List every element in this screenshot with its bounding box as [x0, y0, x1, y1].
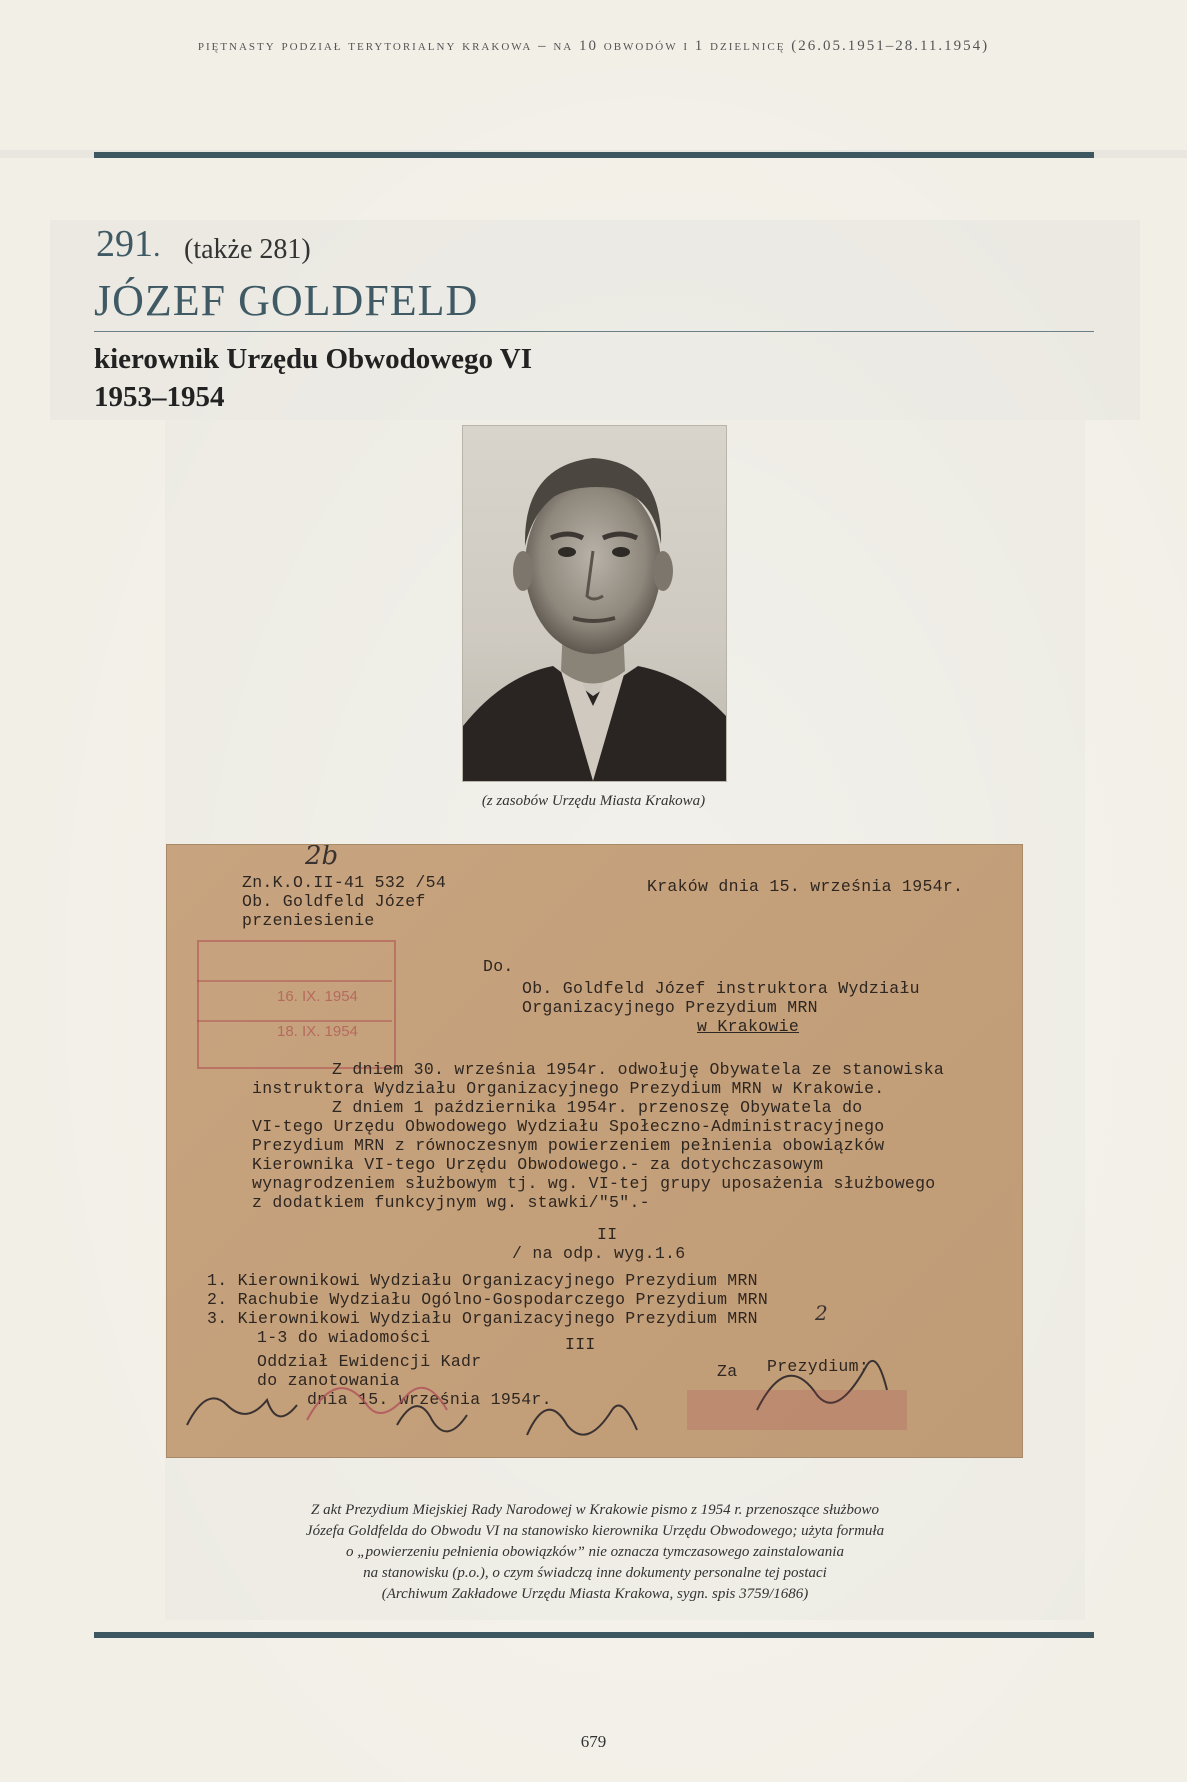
portrait-illustration	[463, 426, 726, 781]
entry-number	[96, 222, 161, 266]
page-number: 679	[580, 1732, 607, 1751]
letter-body-line: Prezydium MRN z równoczesnym powierzeniem pełnienia obowiązków	[252, 1136, 885, 1155]
portrait-photo	[463, 426, 726, 781]
handwritten-annotation: 2	[815, 1301, 828, 1325]
letter-section-number: III	[565, 1335, 596, 1354]
letter-subject: przeniesienie	[242, 911, 375, 930]
stamp-date: 18. IX. 1954	[277, 1023, 358, 1040]
running-head: piętnasty podział terytorialny krakowa – na 10 obwodów i 1 dzielnicę (26.05.1951–28.11.1954)	[197, 38, 990, 54]
archival-letter	[167, 845, 1022, 1457]
letter-section-note: / na odp. wyg.1.6	[512, 1244, 686, 1263]
letter-body-line: Z dniem 1 października 1954r. przenoszę Obywatela do	[332, 1098, 863, 1117]
letter-place-date: Kraków dnia 15. września 1954r.	[647, 877, 964, 896]
person-name: JÓZEF GOLDFELD	[94, 276, 479, 325]
letter-distribution-item: 3. Kierownikowi Wydziału Organizacyjnego Prezydium MRN	[207, 1309, 758, 1328]
entry-number-value: 291	[96, 223, 153, 265]
letter-reference: Zn.K.O.II-41 532 /54	[242, 873, 447, 892]
document-caption	[180, 1500, 1010, 1605]
document-caption-line: na stanowisku (p.o.), o czym świadczą inne dokumenty personalne tej postaci	[363, 1565, 827, 1581]
bottom-rule	[94, 1632, 1094, 1638]
letter-body-line: VI-tego Urzędu Obwodowego Wydziału Społeczno-Administracyjnego	[252, 1117, 885, 1136]
document-caption-line: (Archiwum Zakładowe Urzędu Miasta Krakowa, sygn. spis 3759/1686)	[381, 1586, 809, 1602]
top-rule	[94, 152, 1094, 158]
entry-also-ref: (także 281)	[184, 234, 311, 265]
letter-address-line: Organizacyjnego Prezydium MRN	[522, 998, 818, 1017]
title-rule	[94, 331, 1094, 332]
letter-za: Za	[717, 1362, 738, 1381]
entry-number-dot: .	[153, 230, 161, 263]
letter-distribution-item: 2. Rachubie Wydziału Ogólno-Gospodarczego Prezydium MRN	[207, 1290, 769, 1309]
letter-body-line: Z dniem 30. września 1954r. odwołuję Obywatela ze stanowiska	[332, 1060, 945, 1079]
letter-to: Do.	[483, 957, 514, 976]
document-caption-line: Józefa Goldfelda do Obwodu VI na stanowisko kierownika Urzędu Obwodowego; użyta formuła	[305, 1523, 885, 1539]
letter-hr-line: do zanotowania	[257, 1371, 400, 1390]
person-years: 1953–1954	[94, 381, 225, 413]
handwritten-signatures	[167, 845, 1022, 1457]
letter-body-line: z dodatkiem funkcyjnym wg. stawki/"5".-	[252, 1193, 650, 1212]
document-caption-line: Z akt Prezydium Miejskiej Rady Narodowej w Krakowie pismo z 1954 r. przenoszące służbowo	[310, 1502, 880, 1518]
letter-body-line: instruktora Wydziału Organizacyjnego Prezydium MRN w Krakowie.	[252, 1079, 885, 1098]
stamp-date: 16. IX. 1954	[277, 988, 358, 1005]
document-caption-line: o „powierzeniu pełnienia obowiązków” nie oznacza tymczasowego zainstalowania	[346, 1544, 844, 1560]
photo-caption: (z zasobów Urzędu Miasta Krakowa)	[481, 793, 706, 809]
letter-hr-date: dnia 15. września 1954r.	[307, 1390, 552, 1409]
letter-distribution-note: 1-3 do wiadomości	[257, 1328, 431, 1347]
letter-addressee-short: Ob. Goldfeld Józef	[242, 892, 426, 911]
letter-prezydium: Prezydium:	[767, 1357, 870, 1376]
letter-distribution-item: 1. Kierownikowi Wydziału Organizacyjnego Prezydium MRN	[207, 1271, 758, 1290]
handwritten-annotation: 2b	[305, 845, 339, 871]
letter-section-number: II	[597, 1225, 618, 1244]
letter-body-line: wynagrodzeniem służbowym tj. wg. VI-tej grupy uposażenia służbowego	[252, 1174, 936, 1193]
letter-address-line: Ob. Goldfeld Józef instruktora Wydziału	[522, 979, 920, 998]
person-role: kierownik Urzędu Obwodowego VI	[94, 343, 533, 375]
letter-hr-line: Oddział Ewidencji Kadr	[257, 1352, 482, 1371]
letter-address-line: w Krakowie	[697, 1017, 800, 1036]
letter-body-line: Kierownika VI-tego Urzędu Obwodowego.- za dotychczasowym	[252, 1155, 824, 1174]
